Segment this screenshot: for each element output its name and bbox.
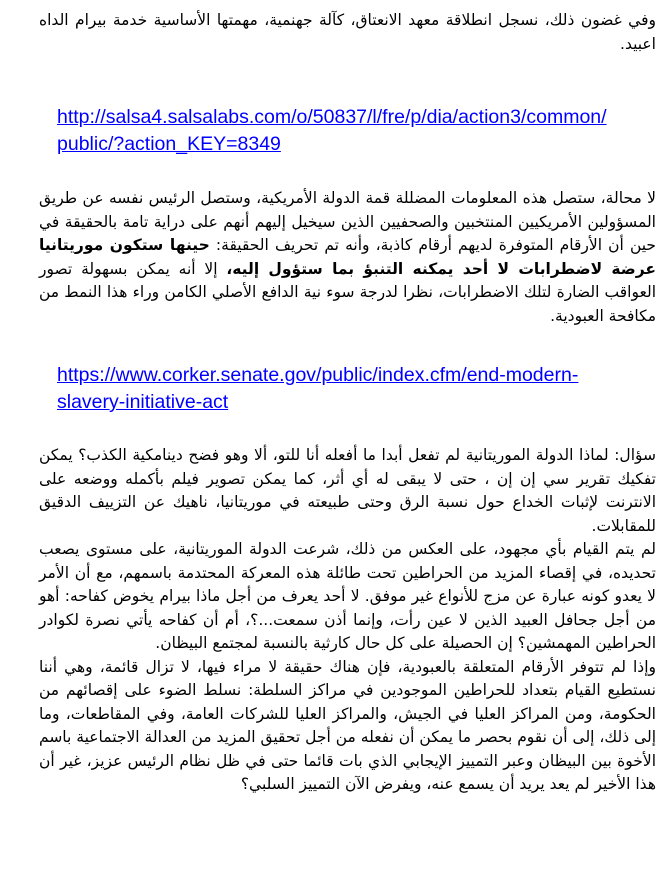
paragraph-question: سؤال: لماذا الدولة الموريتانية لم تفعل أبدا ما أفعله أنا للتو، ألا وهو فضح دينامكية الكذب؟ يمكن تفكيك تقرير سي إن إن ، حتى لا يبقى له أي أثر، كما يمكن تصوير فيلم بأكمله ووضعه على الانترنت لإثبات الخداع حول نسبة الرق وحتى طبيعته في موريتانيا، ناهيك عن التزييف الدقيق للمقابلات. — [39, 446, 656, 535]
salsalabs-link-line-1[interactable]: http://salsa4.salsalabs.com/o/50837/l/fre/p/dia/action3/common/ — [57, 106, 607, 128]
misinformation-text-end: إلا أنه يمكن بسهولة تصور العواقب الضارة لتلك الاضطرابات، نظرا لدرجة سوء نية الدافع الأصلي الكامن وراء هذا النمط من مكافحة العبودية. — [39, 259, 656, 325]
paragraph-intro: وفي غضون ذلك، نسجل انطلاقة معهد الانعتاق، كآلة جهنمية، مهمتها الأساسية خدمة بيرام الداه اعبيد. — [39, 11, 656, 53]
misinformation-text-start: لا محالة، ستصل هذه المعلومات المضللة قمة الدولة الأمريكية، وستصل الرئيس نفسه عن طريق المسؤولين الأمريكيين المنتخبين والصحفيين الذين سيخيل إليهم أنهم على دراية تامة بالحقيقة في حين أن الأرقام المتوفرة لديهم أرقام كاذبة، وأنه تم تحريف الحقيقة: — [39, 189, 657, 254]
salsalabs-link[interactable] — [57, 104, 656, 158]
paragraph-no-effort: لم يتم القيام بأي مجهود، على العكس من ذلك، شرعت الدولة الموريتانية، على مستوى يصعب تحديده، في إقصاء المزيد من الحراطين تحت طائلة هذه المعركة المحتدمة باسمهم، مع أن الأمر لا يعدو كونه عبارة عن مزج للأنواع غير موفق. لا أحد يعرف من أجل ماذا بيرام يخوض كفاحه: أهو من أجل جحافل العبيد الذين لا عين رأت، وإنما أذن سمعت...؟، أم أن كفاحه يأتي نصرة لكوادر الحراطين المهمشين؟ إن الحصيلة على كل حال كارثية بالنسبة لمجتمع البيظان. — [39, 540, 656, 652]
corker-senate-link[interactable] — [57, 362, 656, 416]
paragraph-figures: وإذا لم تتوفر الأرقام المتعلقة بالعبودية، فإن هناك حقيقة لا مراء فيها، لا تزال قائمة، وهي أننا نستطيع القيام بتعداد للحراطين الموجودين في مراكز السلطة: نسلط الضوء على إقصائهم من الحكومة، ومن المراكز العليا في الجيش، والمراكز العليا للشركات العامة، وفي المقاطعات، وما إلى ذلك، إلى أن نقوم بحصر ما يمكن أن نفعله من أجل تحقيق المزيد من العدالة الاجتماعية باسم الأخوة بين البيظان وعبر التمييز الإيجابي الذي بات قائما حتى في ظل نظام الرئيس عزيز، غير أن هذا الأخير لم يعد يريد أن يسمع عنه، ويفرض الآن التمييز السلبي؟ — [39, 657, 656, 793]
closing-text-block — [39, 444, 656, 797]
misinformation-bold-warning: حينها ستكون موريتانيا عرضة لاضطرابات لا أحد يمكنه التنبؤ بما ستؤول إليه، — [39, 236, 657, 278]
corker-senate-link-line-1[interactable]: https://www.corker.senate.gov/public/index.cfm/end-modern- — [57, 364, 579, 386]
salsalabs-link-line-2[interactable]: public/?action_KEY=8349 — [57, 133, 281, 155]
paragraph-misinformation — [39, 187, 656, 328]
corker-senate-link-line-2[interactable]: slavery-initiative-act — [57, 391, 229, 413]
